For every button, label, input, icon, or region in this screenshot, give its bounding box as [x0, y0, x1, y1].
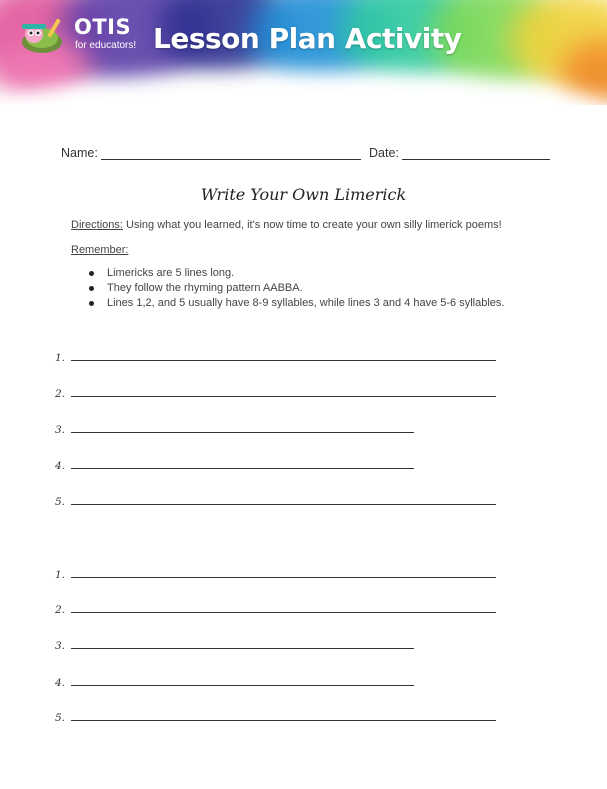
- writing-line[interactable]: [71, 685, 414, 686]
- date-label: Date:: [369, 146, 399, 160]
- directions-label: Directions:: [71, 219, 123, 231]
- otis-logo: [12, 10, 147, 58]
- poem1-line-5[interactable]: [55, 494, 496, 508]
- writing-line[interactable]: [71, 504, 496, 505]
- poem1-line-4[interactable]: [55, 458, 414, 472]
- header-banner: [0, 0, 607, 105]
- line-number: 3.: [55, 640, 66, 652]
- line-number: 4.: [55, 677, 66, 689]
- line-number: 2.: [55, 604, 66, 616]
- poem1-line-3[interactable]: [55, 422, 414, 436]
- writing-line[interactable]: [71, 720, 496, 721]
- directions: [71, 219, 502, 231]
- page-title: Lesson Plan Activity: [153, 22, 462, 55]
- poem2-line-1[interactable]: [55, 567, 496, 581]
- turtle-mascot-icon: [12, 16, 70, 56]
- poem2-line-3[interactable]: [55, 638, 414, 652]
- writing-line[interactable]: [71, 577, 496, 578]
- line-number: 1.: [55, 352, 66, 364]
- brand-tagline: for educators!: [75, 40, 137, 51]
- writing-line[interactable]: [71, 432, 414, 433]
- line-number: 1.: [55, 569, 66, 581]
- poem1-line-2[interactable]: [55, 386, 496, 400]
- poem2-line-4[interactable]: [55, 675, 414, 689]
- line-number: 4.: [55, 460, 66, 472]
- worksheet-heading: Write Your Own Limerick: [200, 185, 407, 204]
- writing-line[interactable]: [71, 468, 414, 469]
- line-number: 5.: [55, 712, 66, 724]
- writing-line[interactable]: [71, 360, 496, 361]
- line-number: 3.: [55, 424, 66, 436]
- name-input-line[interactable]: [101, 148, 361, 160]
- name-label: Name:: [61, 146, 98, 160]
- date-field[interactable]: [369, 146, 550, 160]
- writing-line[interactable]: [71, 612, 496, 613]
- list-item: They follow the rhyming pattern AABBA.: [89, 281, 504, 296]
- poem1-line-1[interactable]: [55, 350, 496, 364]
- poem2-line-5[interactable]: [55, 710, 496, 724]
- writing-line[interactable]: [71, 396, 496, 397]
- tips-list: [89, 266, 504, 311]
- directions-text: Using what you learned, it's now time to create your own silly limerick poems!: [122, 219, 502, 231]
- line-number: 5.: [55, 496, 66, 508]
- writing-line[interactable]: [71, 648, 414, 649]
- list-item: Limericks are 5 lines long.: [89, 266, 504, 281]
- date-input-line[interactable]: [402, 148, 550, 160]
- list-item: Lines 1,2, and 5 usually have 8-9 syllables, while lines 3 and 4 have 5-6 syllables.: [89, 296, 504, 311]
- remember-label: Remember:: [71, 244, 129, 256]
- poem2-line-2[interactable]: [55, 602, 496, 616]
- line-number: 2.: [55, 388, 66, 400]
- name-field[interactable]: [61, 146, 361, 160]
- brand-name: OTIS: [74, 15, 132, 39]
